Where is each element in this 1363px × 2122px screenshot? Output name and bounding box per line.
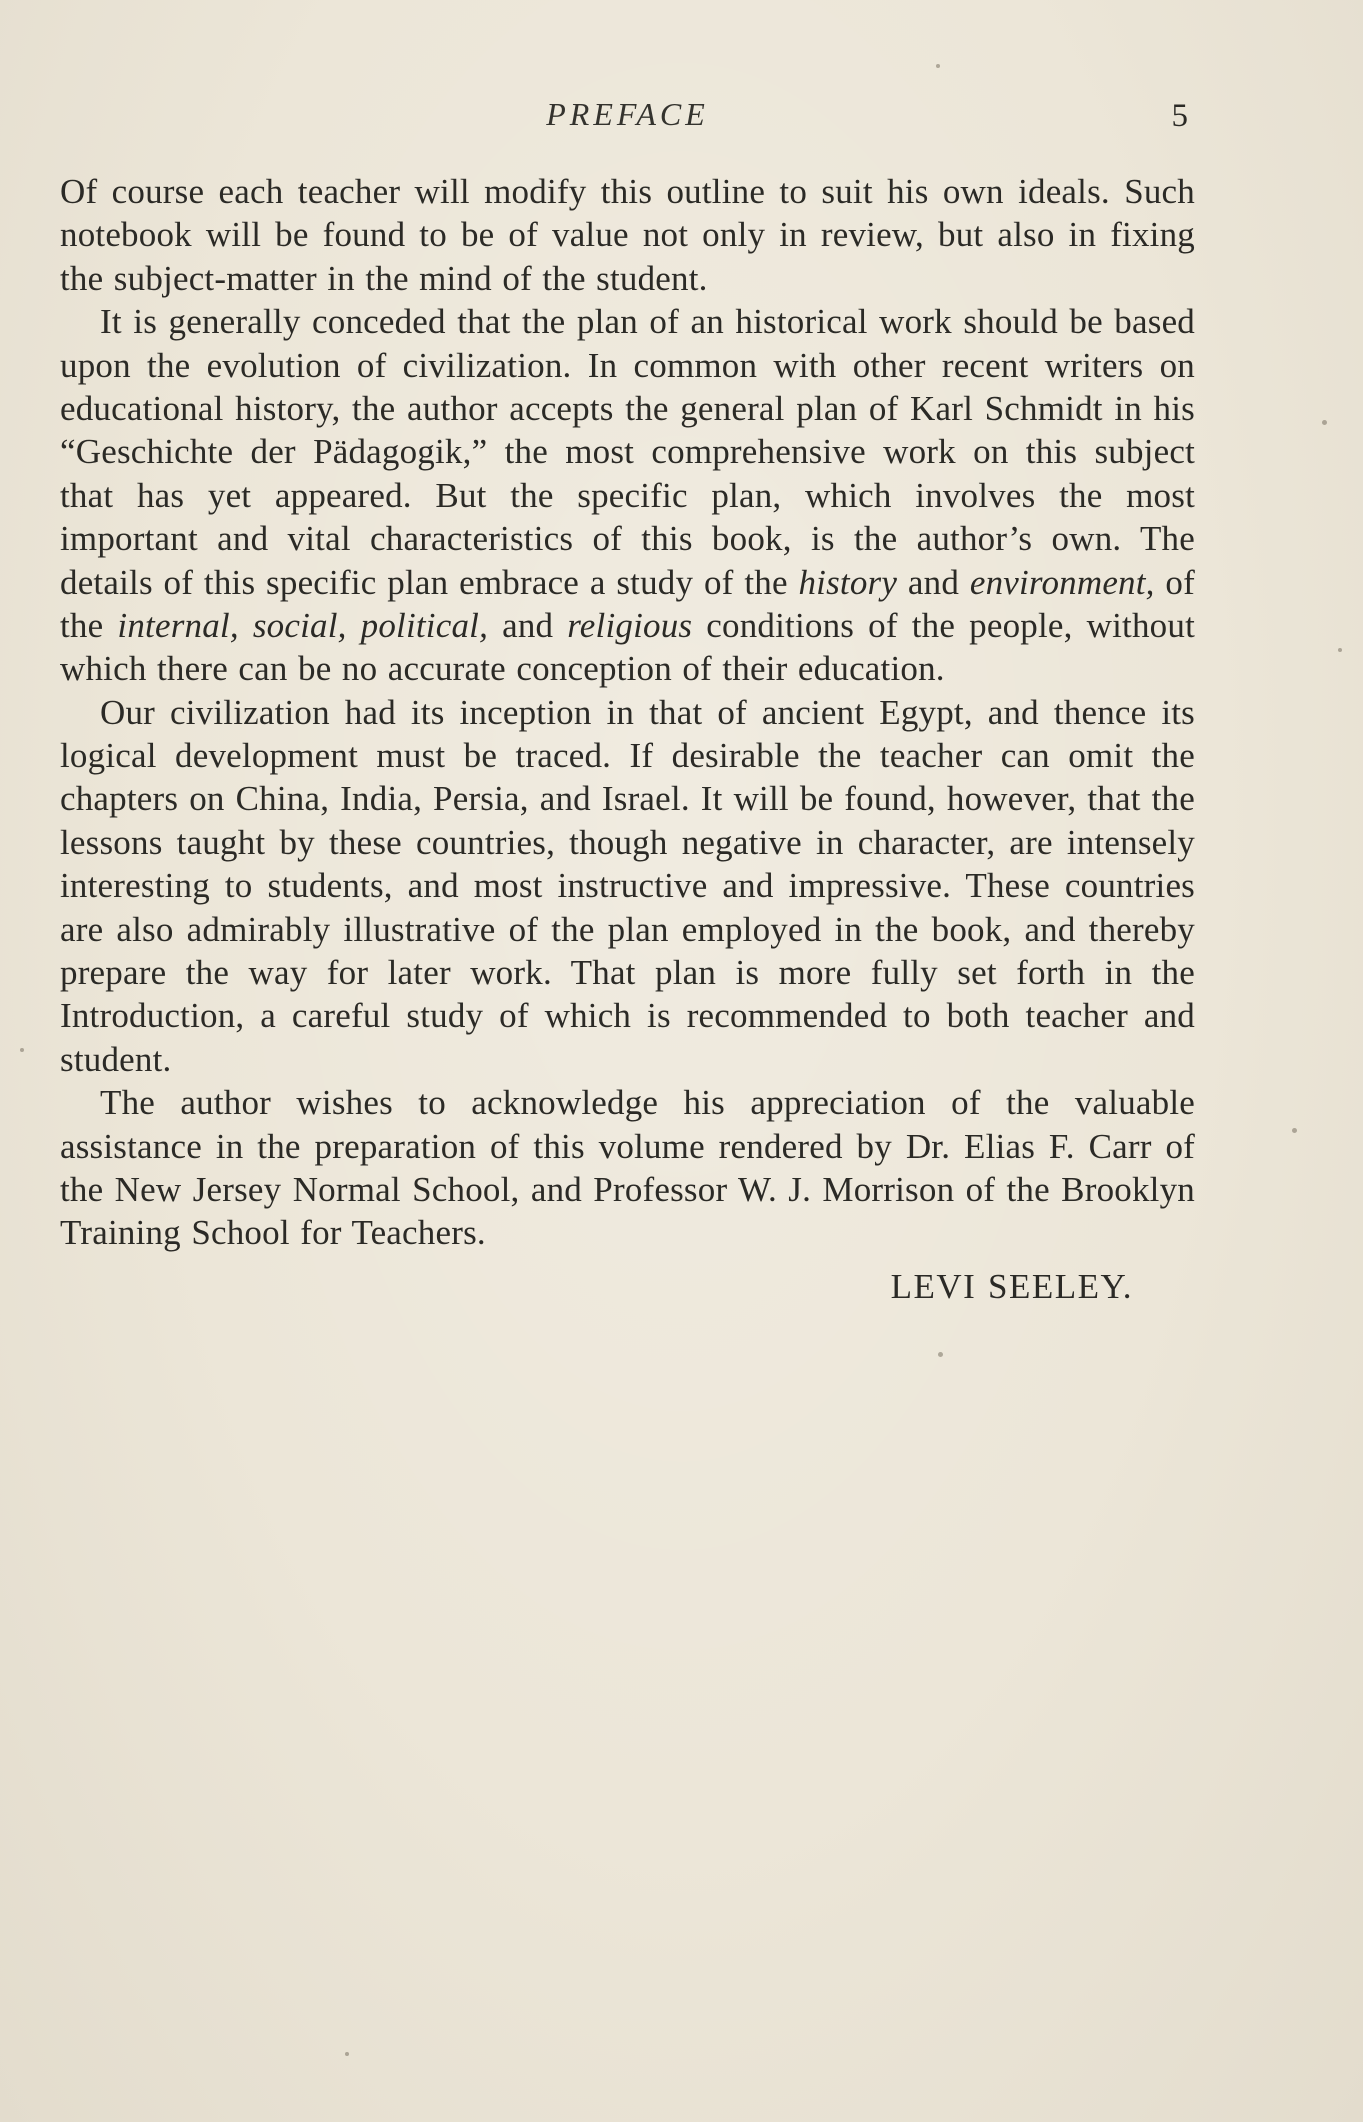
- paragraph-4: The author wishes to acknowledge his appreciation of the valuable assistance in the preparation of this volume rendered by Dr. Elias F. Carr of the New Jersey Normal School, and Professor W. J. Morrison of the Brooklyn Training School for Teachers.: [60, 1083, 1195, 1253]
- author-signature: LEVI SEELEY.: [890, 1266, 1133, 1306]
- scan-speckle: [345, 2052, 349, 2056]
- scan-speckle: [1292, 1128, 1297, 1133]
- text-column: [60, 96, 1195, 1308]
- paragraph-1: Of course each teacher will modify this outline to suit his own ideals. Such notebook will be found to be of value not only in review, but also in fixing the subject-matter in the mind of the student.: [60, 172, 1195, 298]
- scan-speckle: [1338, 648, 1342, 652]
- preface-body: [60, 170, 1195, 1308]
- page-header: [60, 96, 1195, 144]
- scan-speckle: [1322, 420, 1327, 425]
- running-title: PREFACE: [546, 96, 709, 132]
- page-number: 5: [1171, 98, 1189, 134]
- paragraph-2: It is generally conceded that the plan of an historical work should be based upon the evolution of civilization. In common with other recent writers on educational history, the author accepts the general plan of Karl Schmidt in his “Geschichte der Pädagogik,” the most comprehensive work on this subject that has yet appeared. But the specific plan, which involves the most important and vital characteristics of this book, is the author’s own. The details of this specific plan embrace a study of the history and environment, of the internal, social, political, and religious conditions of the people, without which there can be no accurate conception of their education.: [60, 302, 1195, 689]
- scan-speckle: [938, 1352, 943, 1357]
- scan-speckle: [936, 64, 940, 68]
- scan-speckle: [20, 1048, 24, 1052]
- paragraph-3: Our civilization had its inception in that of ancient Egypt, and thence its logical development must be traced. If desirable the teacher can omit the chapters on China, India, Persia, and Israel. It will be found, however, that the lessons taught by these countries, though negative in character, are intensely interesting to students, and most instructive and impressive. These countries are also admirably illustrative of the plan employed in the book, and thereby prepare the way for later work. That plan is more fully set forth in the Introduction, a careful study of which is recommended to both teacher and student.: [60, 692, 1195, 1079]
